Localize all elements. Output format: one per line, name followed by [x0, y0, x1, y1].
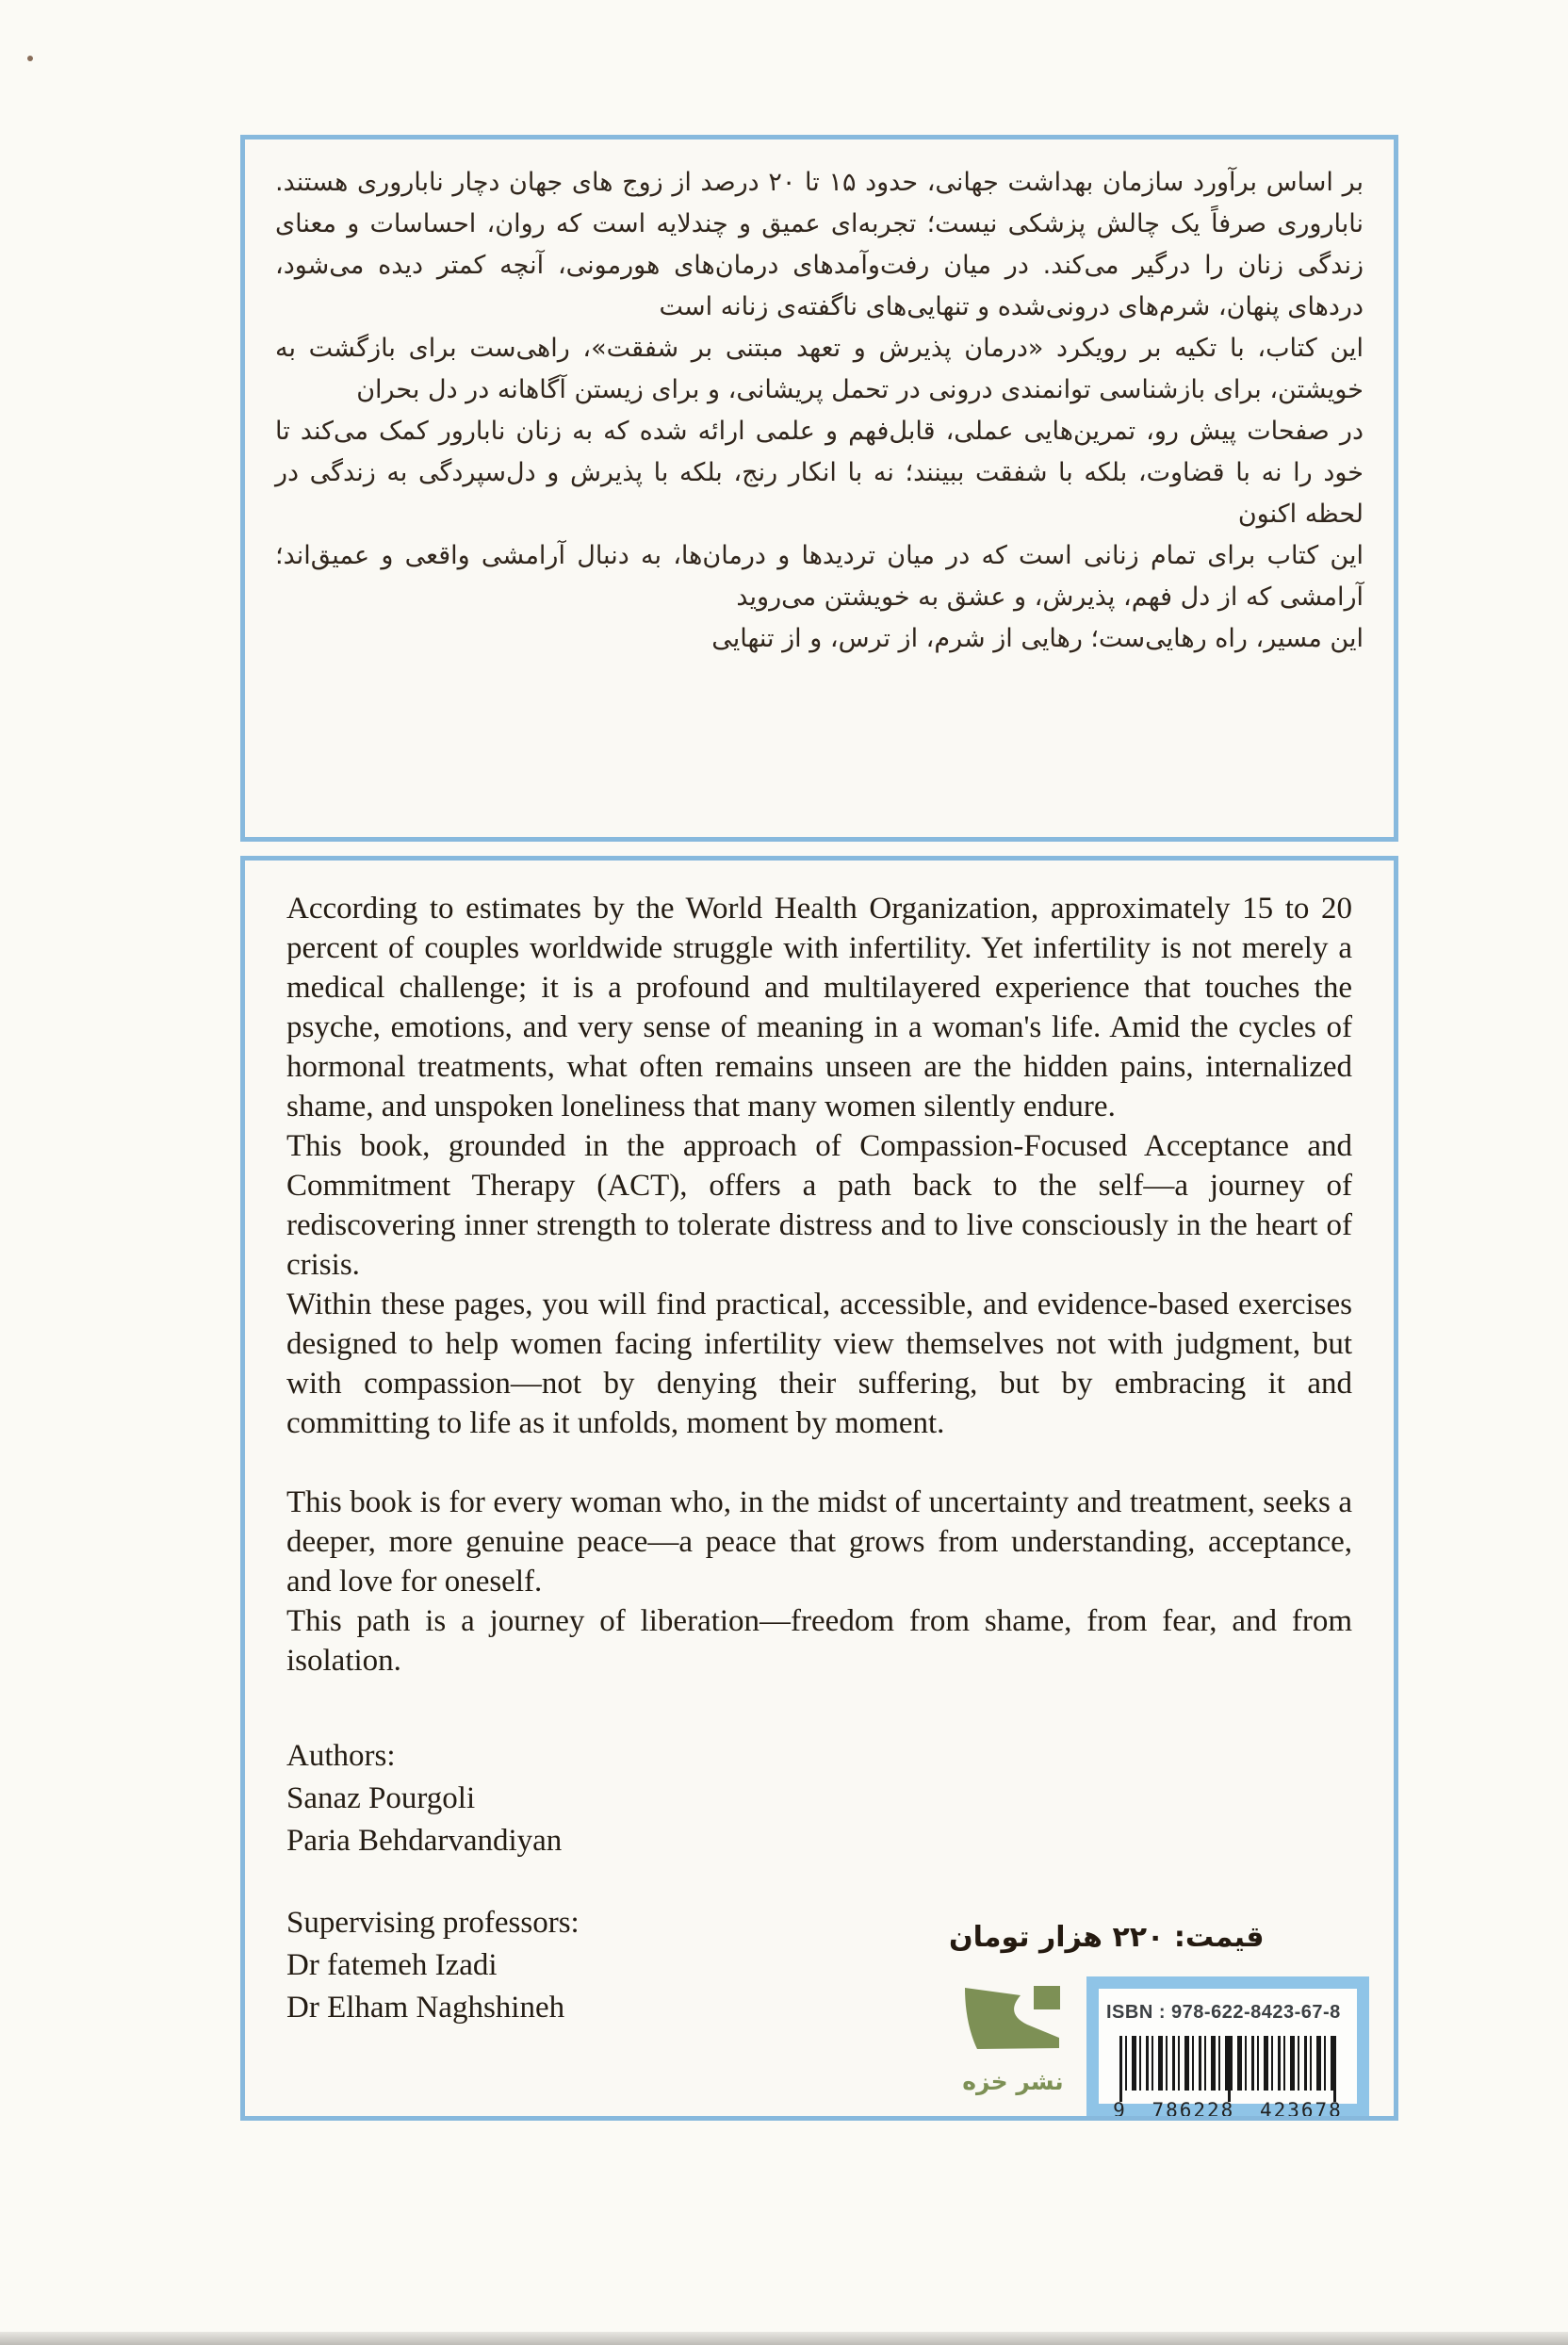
author-name: Sanaz Pourgoli	[286, 1781, 476, 1815]
scan-bottom-edge	[0, 2332, 1568, 2345]
publisher-logo-block	[961, 1986, 1065, 2102]
english-paragraph: This path is a journey of liberation—freedom from shame, from fear, and from isolation.	[286, 1604, 1352, 1678]
khazeh-publisher-logo-icon	[964, 1986, 1062, 2050]
persian-paragraph: این کتاب برای تمام زنانی است که در میان تردیدها و درمان‌ها، به دنبال آرامشی واقعی و عمیق‌اند؛ آرامشی که از دل فهم، پذیرش، و عشق به خویشتن می‌روید	[275, 541, 1364, 612]
supervisors-label: Supervising professors:	[286, 1906, 580, 1940]
scan-speck	[27, 56, 33, 61]
isbn-number: ISBN : 978-622-8423-67-8	[1106, 2002, 1341, 2023]
persian-paragraph: بر اساس برآورد سازمان بهداشت جهانی، حدود ۱۵ تا ۲۰ درصد از زوج های جهان دچار ناباروری هستند. ناباروری صرفاً یک چالش پزشکی نیست؛ تجربه‌ای عمیق و چندلایه است که روان، احساسات و معنای زندگی زنان را درگیر می‌کند. در میان رفت‌وآمدهای درمان‌های هورمونی، آنچه کمتر دیده می‌شود، دردهای پنهان، شرم‌های درونی‌شده و تنهایی‌های ناگفته‌ی زنانه است	[275, 168, 1364, 321]
supervisor-name: Dr Elham Naghshineh	[286, 1991, 565, 2025]
persian-paragraph: این مسیر، راه رهایی‌ست؛ رهایی از شرم، از ترس، و از تنهایی	[711, 624, 1364, 653]
authors-label: Authors:	[286, 1739, 396, 1773]
english-paragraph: This book is for every woman who, in the midst of uncertainty and treatment, seeks a deeper, more genuine peace—a peace that grows from understanding, acceptance, and love for oneself.	[286, 1485, 1352, 1599]
price-text: قیمت: ۲۲۰ هزار تومان	[949, 1921, 1265, 1954]
ean13-barcode	[1106, 2036, 1349, 2121]
persian-paragraph: این کتاب، با تکیه بر رویکرد «درمان پذیرش و تعهد مبتنی بر شفقت»، راهی‌ست برای بازگشت به خویشتن، برای بازشناسی توانمندی درونی در تحمل پریشانی، و برای زیستن آگاهانه در دل بحران	[275, 334, 1364, 404]
persian-paragraph: در صفحات پیش رو، تمرین‌هایی عملی، قابل‌فهم و علمی ارائه شده که به زنان نابارور کمک می‌کند تا خود را نه با قضاوت، بلکه با شفقت ببینند؛ نه با انکار رنج، بلکه با پذیرش و دل‌سپردگی به زندگی در لحظه اکنون	[275, 417, 1364, 529]
isbn-block	[1086, 1976, 1369, 2121]
english-paragraph: Within these pages, you will find practical, accessible, and evidence-based exercises designed to help women facing infertility view themselves not with judgment, but with compassion—not by denying their suffering, but by embracing it and committing to life as it unfolds, moment by moment.	[286, 1287, 1352, 1440]
isbn-inner-panel	[1099, 1989, 1357, 2121]
credits-spacer	[286, 1862, 1352, 1902]
english-summary-box	[240, 856, 1398, 2121]
barcode-digits: 9 786228 423678	[1113, 2099, 1343, 2121]
english-paragraph: This book, grounded in the approach of Compassion-Focused Acceptance and Commitment Therapy (ACT), offers a path back to the self—a journey of rediscovering inner strength to tolerate distress and to live consciously in the heart of crisis.	[286, 1129, 1352, 1282]
english-paragraph: According to estimates by the World Health Organization, approximately 15 to 20 percent of couples worldwide struggle with infertility. Yet infertility is not merely a medical challenge; it is a profound and multilayered experience that touches the psyche, emotions, and very sense of meaning in a woman's life. Amid the cycles of hormonal treatments, what often remains unseen are the hidden pains, internalized shame, and unspoken loneliness that many women silently endure.	[286, 892, 1352, 1123]
publisher-name: نشر خزه	[962, 2068, 1064, 2095]
author-name: Paria Behdarvandiyan	[286, 1824, 563, 1858]
persian-summary-box	[240, 135, 1398, 842]
supervisor-name: Dr fatemeh Izadi	[286, 1948, 498, 1982]
